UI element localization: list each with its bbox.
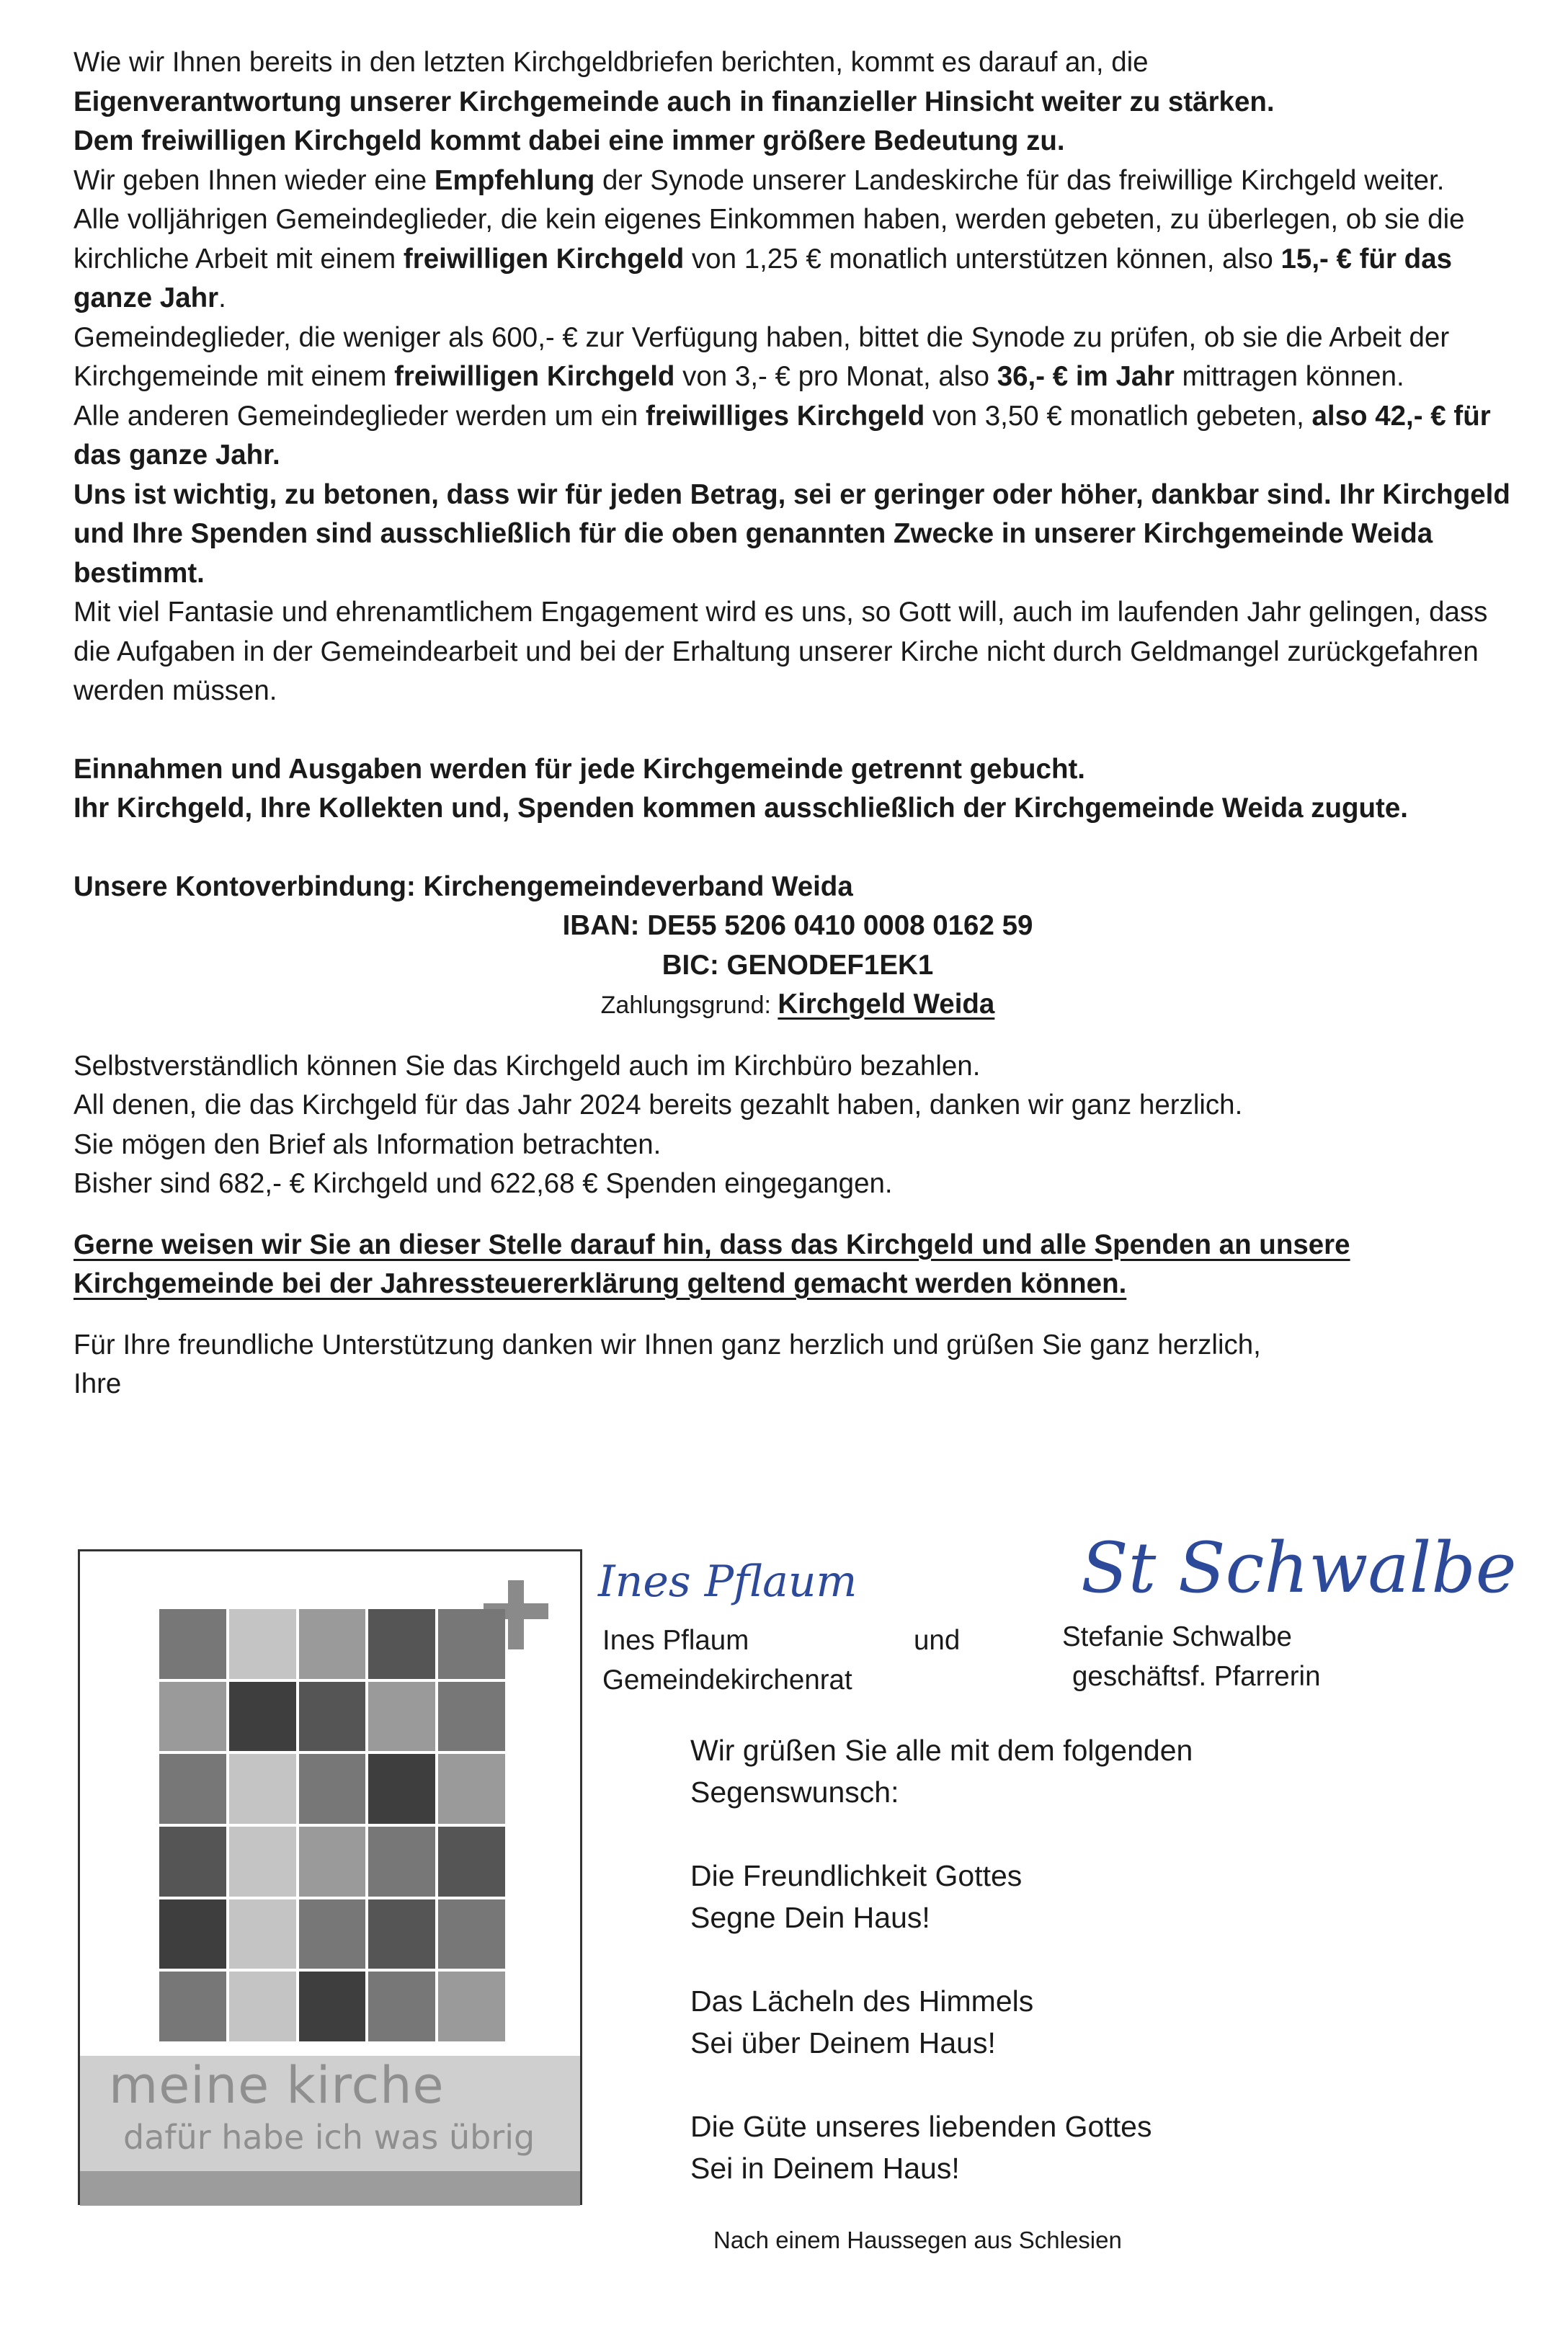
text: Für Ihre freundliche Unterstützung danken wir Ihnen ganz herzlich und grüßen Sie ganz herzlich, [74,1329,1261,1360]
bold-text: Eigenverantwortung unserer Kirchgemeinde auch in finanzieller Hinsicht weiter zu stärken. [74,86,1275,117]
text: von 3,50 € monatlich gebeten, [925,400,1312,432]
paragraph-accounting [74,750,1522,829]
bold-text: also 42,- € für das ganze Jahr. [74,400,1491,471]
text: Wir geben Ihnen wieder eine [74,164,435,196]
poster-band [80,2056,580,2171]
text: Alle anderen Gemeindeglieder werden um ein [74,400,646,432]
signer-1 [602,1621,852,1700]
text: von 3,- € pro Monat, also [674,361,997,392]
paragraph-closing [74,1326,1522,1404]
text: Bisher sind 682,- € Kirchgeld und 622,68 € Spenden eingegangen. [74,1168,893,1199]
text: Selbstverständlich können Sie das Kirchgeld auch im Kirchbüro bezahlen. [74,1050,981,1082]
underlined-bold-text: Gerne weisen wir Sie an dieser Stelle darauf hin, dass das Kirchgeld und alle Spenden an unsere Kirchgemeinde bei der Jahressteuererklärung geltend gemacht werden können. [74,1229,1350,1299]
bold-text: Empfehlung [434,164,595,196]
blessing-source: Nach einem Haussegen aus Schlesien [713,2227,1122,2253]
paragraph-no-income [74,200,1522,318]
paragraph-others [74,397,1522,476]
bold-text: Uns ist wichtig, zu betonen, dass wir für jeden Betrag, sei er geringer oder höher, dankbar sind. Ihr Kirchgeld und Ihre Spenden sind ausschließlich für die oben genannten Zwecke in unserer Kirchgemeinde Weida bestimmt. [74,478,1510,589]
signer-name: Stefanie Schwalbe [1062,1621,1292,1652]
bold-text: Dem freiwilligen Kirchgeld kommt dabei eine immer größere Bedeutung zu. [74,125,1065,156]
text: Segne Dein Haus! [690,1901,930,1934]
text: All denen, die das Kirchgeld für das Jahr 2024 bereits gezahlt haben, danken wir ganz herzlich. [74,1090,1243,1121]
zahlungsgrund [74,985,1522,1025]
paragraph-recommendation [74,161,1522,201]
text: Gemeindeglieder, die weniger als 600,- € zur Verfügung haben, bittet die Synode zu prüfen, ob sie die Arbeit der Kirchgemeinde mit einem [74,321,1450,392]
text: Alle volljährigen Gemeindeglieder, die kein eigenes Einkommen haben, werden gebeten, zu überlegen, ob sie die kirchliche Arbeit mit einem [74,204,1465,275]
signer-name: Ines Pflaum [602,1625,749,1656]
text: . [218,282,226,313]
bold-text: freiwilliges Kirchgeld [646,400,925,432]
text: Ihre [74,1368,122,1399]
blessing [690,1729,1193,2189]
text: Die Güte unseres liebenden Gottes [690,2110,1152,2143]
paragraph-payment-info [74,1047,1522,1204]
paragraph-low-income [74,318,1522,397]
text: Sei in Deinem Haus! [690,2152,960,2185]
poster-bottom-strip [80,2171,580,2206]
zahlungsgrund-label: Zahlungsgrund: [600,992,778,1019]
text: Die Freundlichkeit Gottes [690,1859,1023,1892]
text: der Synode unserer Landeskirche für das freiwillige Kirchgeld weiter. [594,164,1445,196]
text: Sei über Deinem Haus! [690,2026,996,2059]
zahlungsgrund-value: Kirchgeld Weida [778,989,995,1020]
bold-text: freiwilligen Kirchgeld [403,243,685,275]
bic: BIC: GENODEF1EK1 [662,949,934,981]
paragraph-engagement: Mit viel Fantasie und ehrenamtlichem Engagement wird es uns, so Gott will, auch im laufenden Jahr gelingen, dass die Aufgaben in der Gemeindearbeit und bei der Erhaltung unserer Kirche nicht durch Geldmangel zurückgefahren werden müssen. [74,597,1488,706]
blessing-verse-2 [690,1980,1193,2064]
bold-text: 36,- € im Jahr [997,361,1175,392]
signer-role: Gemeindekirchenrat [602,1664,852,1696]
blessing-verse-3 [690,2106,1193,2189]
bold-text: 15,- € für das ganze Jahr [74,243,1453,313]
paragraph-intro [74,43,1522,161]
photo-collage [159,1609,505,2041]
text: von 1,25 € monatlich unterstützen können, also [684,243,1281,275]
signature-schwalbe: St Schwalbe [1081,1528,1517,1608]
poster-title: meine kirche [109,2056,445,2115]
paragraph-tax-note [74,1226,1522,1304]
poster-image [78,1549,582,2205]
text: Wie wir Ihnen bereits in den letzten Kirchgeldbriefen berichten, kommt es darauf an, die [74,47,1149,78]
letter-body [74,43,1522,1404]
bold-text: Ihr Kirchgeld, Ihre Kollekten und, Spenden kommen ausschließlich der Kirchgemeinde Weida zugute. [74,793,1408,824]
paragraph-important [74,476,1522,594]
and-text: und [914,1625,961,1656]
blessing-verse-1 [690,1855,1193,1938]
blessing-intro [690,1729,1193,1813]
signature-pflaum: Ines Pflaum [598,1556,858,1607]
text: Das Lächeln des Himmels [690,1984,1034,2018]
text: Sie mögen den Brief als Information betrachten. [74,1128,662,1160]
bold-text: freiwilligen Kirchgeld [394,361,675,392]
iban: IBAN: DE55 5206 0410 0008 0162 59 [562,910,1033,941]
signer-2 [1062,1618,1321,1696]
poster-subtitle: dafür habe ich was übrig [123,2118,535,2157]
bank-label: Unsere Kontoverbindung: Kirchengemeindeverband Weida [74,870,853,902]
bank-details [74,868,1522,1025]
text: mittragen können. [1174,361,1404,392]
signer-role: geschäftsf. Pfarrerin [1072,1660,1321,1692]
text: Wir grüßen Sie alle mit dem folgenden [690,1734,1193,1767]
bold-text: Einnahmen und Ausgaben werden für jede Kirchgemeinde getrennt gebucht. [74,753,1085,785]
text: Segenswunsch: [690,1776,899,1809]
